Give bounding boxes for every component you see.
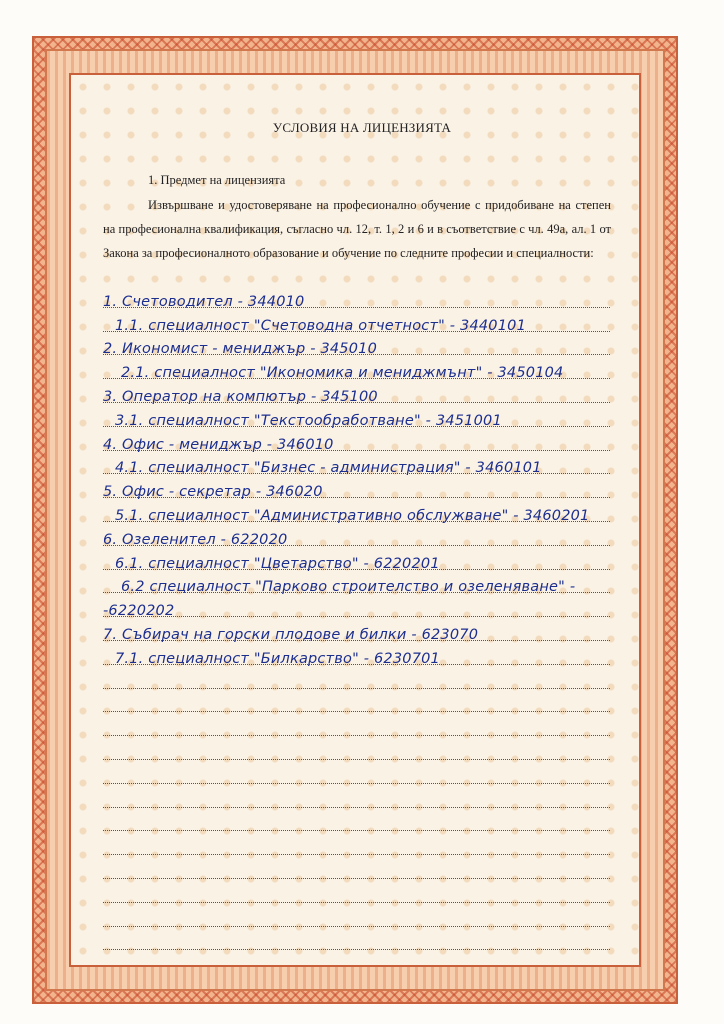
profession-entry: 3. Оператор на компютър - 345100 xyxy=(103,388,378,405)
empty-line xyxy=(103,784,610,808)
list-line xyxy=(103,403,610,427)
profession-entry: 5. Офис - секретар - 346020 xyxy=(103,484,323,501)
specialty-entry: 7.1. специалност "Билкарство" - 6230701 xyxy=(115,650,440,667)
list-line xyxy=(103,522,610,546)
empty-line xyxy=(103,689,610,713)
empty-line xyxy=(103,760,610,784)
list-line xyxy=(103,570,610,594)
list-line xyxy=(103,308,610,332)
empty-line xyxy=(103,927,610,951)
specialty-entry: 6.1. специалност "Цветарство" - 6220201 xyxy=(115,555,440,572)
empty-line xyxy=(103,808,610,832)
specialty-entry: 1.1. специалност "Счетоводна отчетност" - 3440101 xyxy=(115,317,527,334)
license-paragraph: Извършване и удостоверяване на професионално обучение с придобиване на степен на професионална квалификация, съгласно чл. 12, т. 1, 2 и 6 и в съответствие с чл. 49а, ал. 1 от Закона за професионалното образование и обучение по следните професии и специалности: xyxy=(103,198,611,260)
specialty-entry: 3.1. специалност "Текстообработване" - 3451001 xyxy=(115,412,502,429)
profession-entry: 7. Събирач на горски плодове и билки - 623070 xyxy=(103,626,479,643)
list-line xyxy=(103,641,610,665)
list-line xyxy=(103,284,610,308)
profession-entry: 1. Счетоводител - 344010 xyxy=(103,293,305,310)
handwritten-list xyxy=(103,284,610,950)
profession-entry: 4. Офис - мениджър - 346010 xyxy=(103,436,334,453)
document-title: УСЛОВИЯ НА ЛИЦЕНЗИЯТА xyxy=(272,120,452,135)
specialty-entry: 2.1. специалност "Икономика и мениджмънт" - 3450104 xyxy=(121,365,564,382)
list-line xyxy=(103,427,610,451)
list-line xyxy=(103,355,610,382)
empty-line xyxy=(103,903,610,927)
list-line xyxy=(103,379,610,403)
empty-line xyxy=(103,831,610,855)
empty-line xyxy=(103,665,610,689)
list-line xyxy=(103,546,610,570)
section-heading: 1. Предмет на лицензията xyxy=(148,173,286,187)
specialty-entry: 4.1. специалност "Бизнес - администрация" - 3460101 xyxy=(115,460,542,477)
specialty-code-continuation: -6220202 xyxy=(103,603,175,620)
profession-entry: 6. Озеленител - 622020 xyxy=(103,531,288,548)
list-line xyxy=(103,593,610,620)
empty-line xyxy=(103,879,610,903)
list-line xyxy=(103,332,610,356)
list-line xyxy=(103,617,610,641)
specialty-entry: 5.1. специалност "Административно обслужване" - 3460201 xyxy=(115,507,590,524)
profession-entry: 2. Икономист - мениджър - 345010 xyxy=(103,341,378,358)
specialty-entry: 6.2 специалност "Парково строителство и озеленяване" - xyxy=(121,579,576,596)
empty-line xyxy=(103,712,610,736)
list-line xyxy=(103,498,610,522)
list-line xyxy=(103,451,610,475)
empty-line xyxy=(103,736,610,760)
list-line xyxy=(103,474,610,501)
empty-line xyxy=(103,855,610,879)
